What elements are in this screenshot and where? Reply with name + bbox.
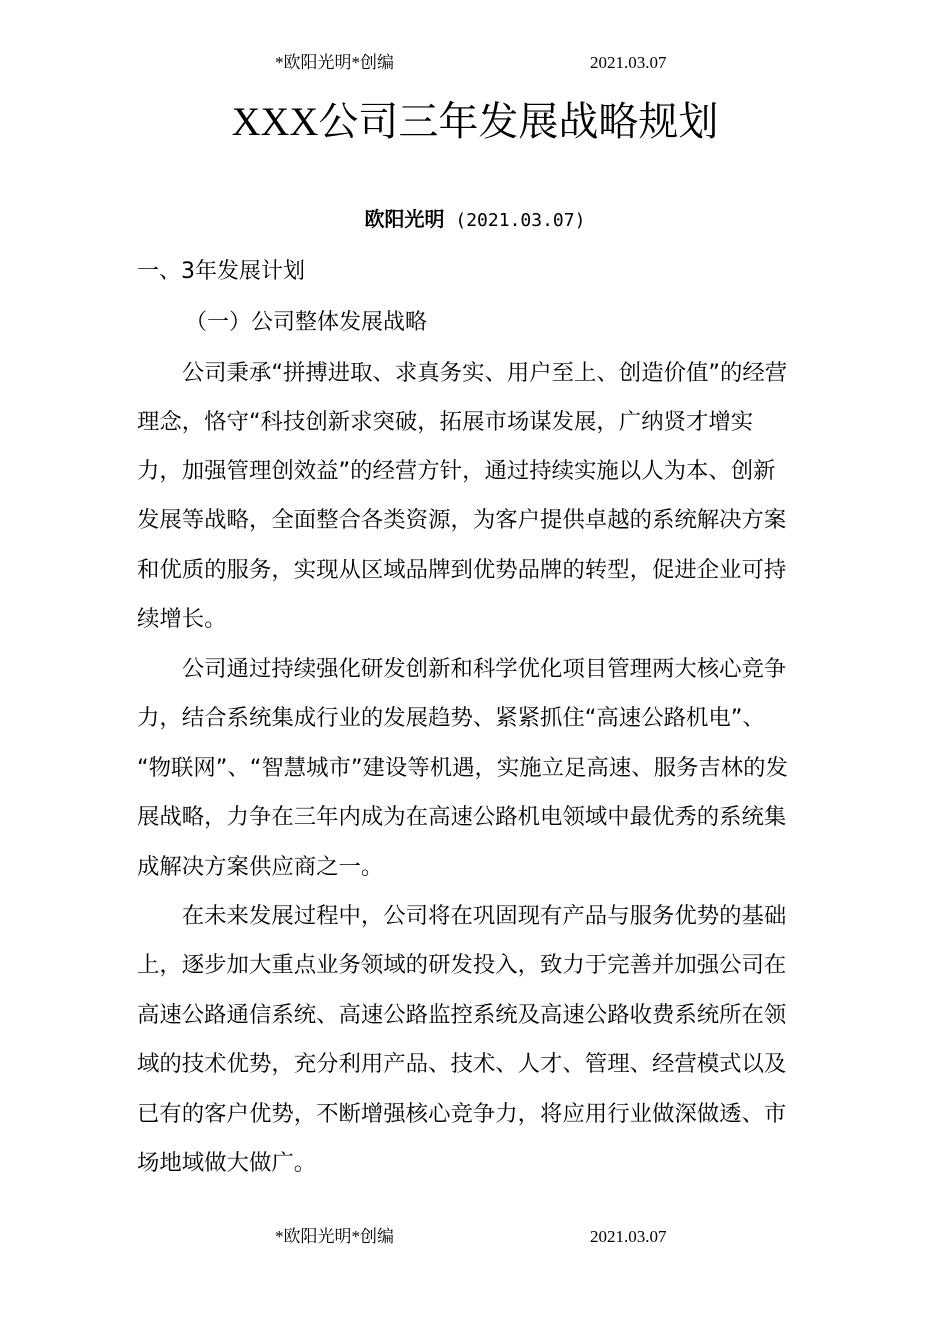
- byline-date: (2021.03.07): [444, 210, 586, 231]
- document-title: [0, 95, 950, 149]
- body-line: 力，加强管理创效益”的经营方针，通过持续实施以人为本、创新: [137, 458, 776, 484]
- header-date: 2021.03.07: [590, 53, 667, 72]
- body-line: 公司秉承“拼搏进取、求真务实、用户至上、创造价值”的经营: [137, 360, 788, 386]
- body-line: 发展等战略，全面整合各类资源，为客户提供卓越的系统解决方案: [137, 507, 787, 533]
- document-title-prefix: XXX: [231, 98, 319, 144]
- body-line: 高速公路通信系统、高速公路监控系统及高速公路收费系统所在领: [137, 1002, 787, 1028]
- body-line: 域的技术优势，充分利用产品、技术、人才、管理、经营模式以及: [137, 1051, 787, 1077]
- footer-date: 2021.03.07: [590, 1227, 667, 1246]
- header-author-note: *欧阳光明*创编: [275, 53, 394, 72]
- body-line: 展战略，力争在三年内成为在高速公路机电领域中最优秀的系统集: [137, 804, 787, 830]
- subsection-heading: （一）公司整体发展战略: [185, 310, 428, 335]
- byline: [0, 202, 950, 238]
- byline-name: 欧阳光明: [364, 207, 445, 231]
- body-line: 理念，恪守“科技创新求突破，拓展市场谋发展，广纳贤才增实: [137, 409, 754, 435]
- footer-author-note: *欧阳光明*创编: [275, 1227, 394, 1246]
- section-heading: 一、3年发展计划: [137, 259, 305, 284]
- body-line: 公司通过持续强化研发创新和科学优化项目管理两大核心竞争: [137, 656, 787, 682]
- body-line: “物联网”、“智慧城市”建设等机遇，实施立足高速、服务吉林的发: [137, 755, 788, 781]
- body-line: 已有的客户优势，不断增强核心竞争力，将应用行业做深做透、市: [137, 1101, 787, 1127]
- body-line: 和优质的服务，实现从区域品牌到优势品牌的转型，促进企业可持: [137, 557, 787, 583]
- body-line: 在未来发展过程中，公司将在巩固现有产品与服务优势的基础: [137, 903, 787, 929]
- body-line: 力，结合系统集成行业的发展趋势、紧紧抓住“高速公路机电”、: [137, 705, 765, 731]
- page-header: [0, 52, 950, 74]
- page-footer: [0, 1226, 950, 1248]
- body-line: 续增长。: [137, 606, 227, 632]
- body-line: 成解决方案供应商之一。: [137, 854, 384, 880]
- document-title-main: 公司三年发展战略规划: [318, 98, 719, 145]
- body-line: 场地域做大做广。: [137, 1150, 317, 1176]
- body-line: 上，逐步加大重点业务领域的研发投入，致力于完善并加强公司在: [137, 952, 787, 978]
